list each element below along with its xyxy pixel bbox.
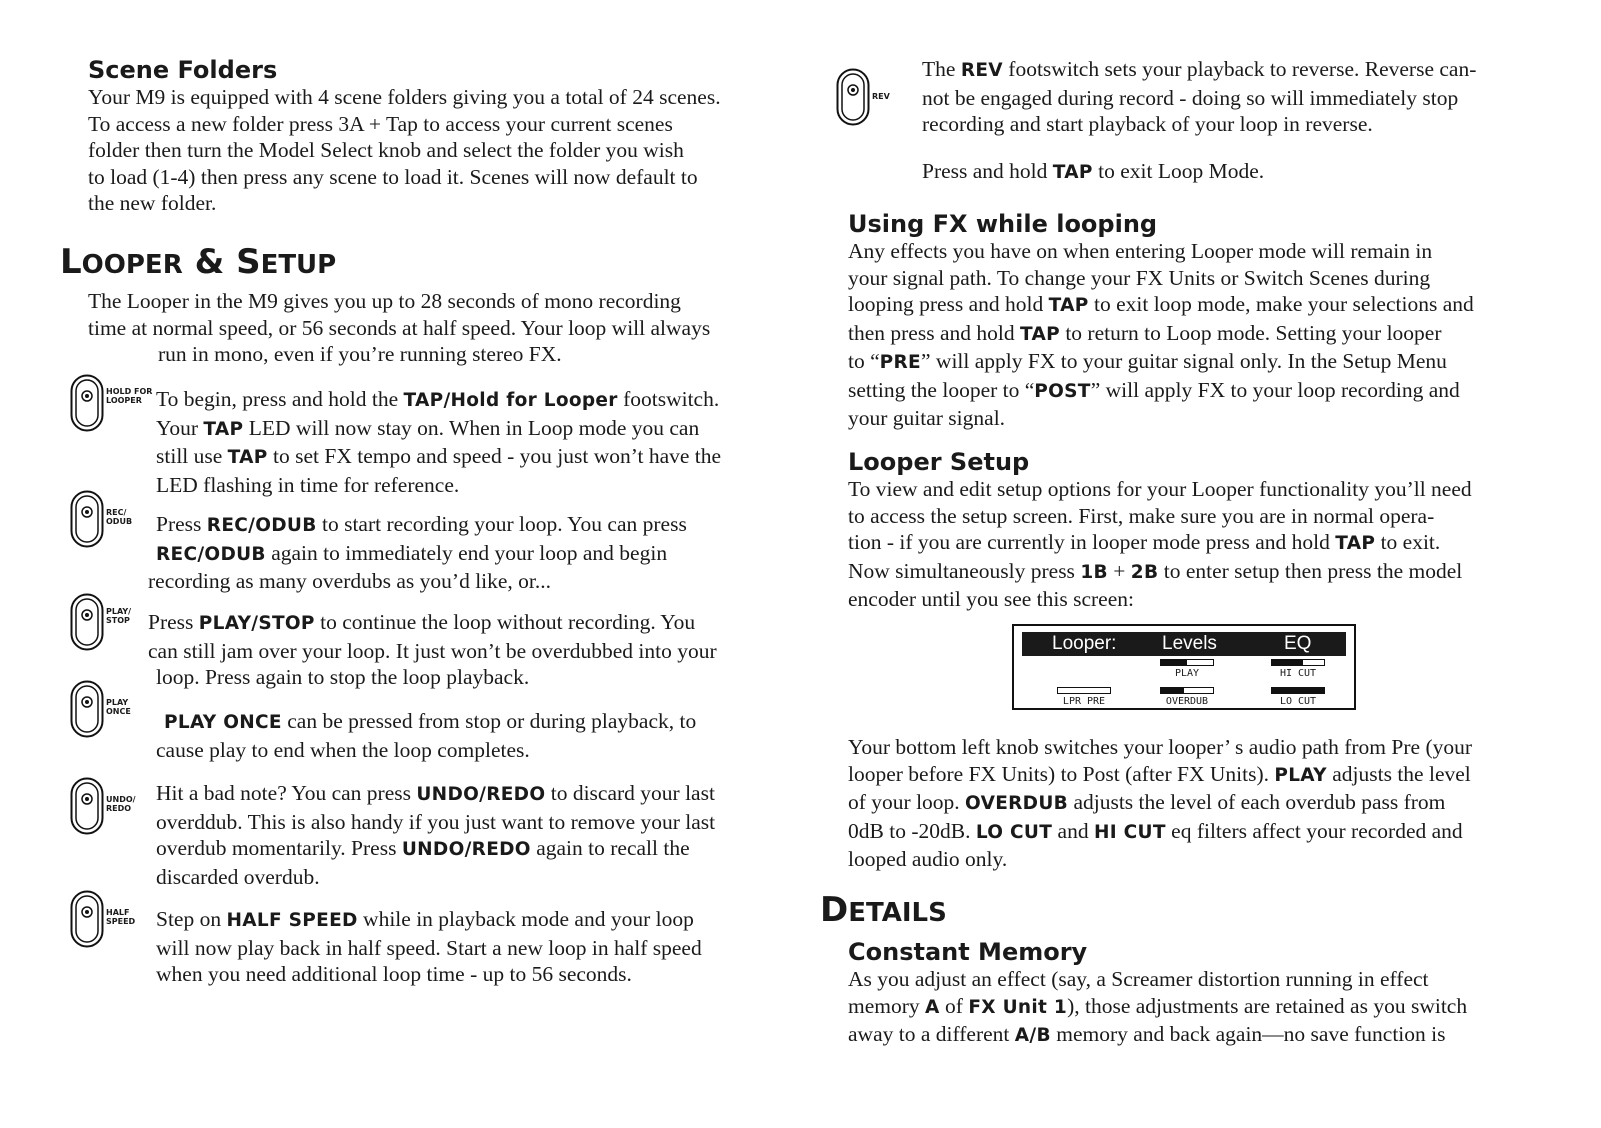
text: tion - if you are currently in looper mode press and hold bbox=[848, 530, 1336, 554]
fx-line-6 bbox=[848, 377, 1556, 406]
text: to discard your last bbox=[545, 781, 715, 805]
undo-redo-label: UNDO/ REDO bbox=[106, 795, 136, 813]
bold-term: 1B bbox=[1080, 561, 1108, 583]
text: footswitch sets your playback to reverse. Reverse can- bbox=[1002, 57, 1477, 81]
knob-line-3 bbox=[848, 789, 1556, 818]
text: setting the looper to “ bbox=[848, 377, 1035, 402]
heading-rest: ETUP bbox=[260, 250, 337, 280]
hold-line-3 bbox=[156, 443, 794, 472]
lprpre-label: LPR PRE bbox=[1062, 696, 1106, 707]
bold-term: 2B bbox=[1130, 561, 1159, 583]
text: to “ bbox=[848, 349, 880, 373]
once-line-2: cause play to end when the loop completes. bbox=[156, 737, 530, 762]
hold-line-2 bbox=[156, 415, 794, 444]
footswitch-icon bbox=[836, 68, 870, 126]
heading-amp: & bbox=[194, 242, 225, 282]
text: memory bbox=[848, 993, 926, 1018]
text: away to a different bbox=[848, 1022, 1015, 1046]
rec-section bbox=[148, 511, 794, 595]
text: to exit Loop Mode. bbox=[1092, 158, 1265, 183]
bold-term: REC/ODUB bbox=[156, 543, 266, 565]
bold-term: OVERDUB bbox=[965, 793, 1069, 814]
rev-section bbox=[922, 56, 1556, 186]
text: overdub momentarily. Press bbox=[156, 836, 402, 860]
setup-line-5: encoder until you see this screen: bbox=[848, 587, 1134, 611]
hold-line-4: LED flashing in time for reference. bbox=[156, 472, 460, 497]
bold-term: TAP bbox=[1052, 161, 1093, 183]
knob-line-4 bbox=[848, 818, 1556, 847]
undo-line-2: overddub. This is also handy if you just want to remove your last bbox=[156, 809, 716, 834]
rev-footswitch-icon bbox=[836, 68, 890, 126]
text: Step on bbox=[156, 907, 227, 931]
lcd-header bbox=[1022, 632, 1346, 656]
bar-fill bbox=[1272, 660, 1303, 665]
play-stop-footswitch-icon bbox=[70, 593, 131, 651]
lcd-title: Looper: bbox=[1052, 633, 1117, 654]
undo-redo-footswitch-icon bbox=[70, 777, 136, 835]
text: adjusts the level of each overdub pass from bbox=[1068, 790, 1446, 814]
undo-section bbox=[156, 780, 794, 890]
text: while in playback mode and your loop bbox=[357, 907, 694, 931]
looper-intro bbox=[88, 288, 794, 368]
half-speed-label: HALF SPEED bbox=[106, 908, 136, 926]
bold-term: TAP bbox=[1048, 295, 1089, 316]
play-section bbox=[148, 609, 794, 691]
rev-line-1 bbox=[922, 56, 1556, 85]
text: looper before FX Units) to Post (after FX Units). bbox=[848, 761, 1275, 786]
bold-term: REV bbox=[960, 60, 1003, 81]
rec-line-2 bbox=[148, 540, 794, 569]
text: to enter setup then press the model bbox=[1158, 558, 1463, 583]
overdub-label: OVERDUB bbox=[1165, 696, 1209, 707]
text: to set FX tempo and speed - you just won’t have the bbox=[267, 444, 722, 468]
text: to exit loop mode, make your selections and bbox=[1088, 292, 1474, 316]
text: memory and back again—no save function is bbox=[1050, 1022, 1446, 1046]
setup-line-3 bbox=[848, 529, 1556, 558]
text: looping press and hold bbox=[848, 292, 1049, 316]
intro-line-3: run in mono, even if you’re running stereo FX. bbox=[158, 342, 562, 366]
text: to exit. bbox=[1375, 530, 1441, 554]
text: and bbox=[1052, 818, 1094, 843]
text: The bbox=[922, 57, 961, 81]
text: to continue the loop without recording. You bbox=[314, 610, 696, 634]
hold-for-looper-label: HOLD FOR LOOPER bbox=[106, 387, 153, 405]
text: Hit a bad note? You can press bbox=[156, 781, 417, 805]
bold-term: PLAY/STOP bbox=[198, 613, 315, 634]
text: of bbox=[939, 993, 969, 1018]
lprpre-bar bbox=[1057, 687, 1111, 694]
text: ” will apply FX to your guitar signal only. In the Setup Menu bbox=[921, 349, 1447, 373]
hicut-label: HI CUT bbox=[1279, 668, 1317, 679]
fx-line-1: Any effects you have on when entering Looper mode will remain in bbox=[848, 239, 1433, 263]
text: can be pressed from stop or during playback, to bbox=[281, 709, 697, 733]
rev-line-3: recording and start playback of your loop in reverse. bbox=[922, 112, 1373, 136]
bold-term: REC/ODUB bbox=[206, 515, 317, 536]
setup-line-1: To view and edit setup options for your Looper functionality you’ll need bbox=[848, 477, 1472, 501]
text: adjusts the level bbox=[1326, 761, 1471, 786]
undo-line-1 bbox=[156, 780, 794, 809]
bold-term: PRE bbox=[879, 352, 921, 373]
constant-memory-section bbox=[848, 938, 1556, 1050]
looper-setup-subheading: Looper Setup bbox=[848, 448, 1030, 476]
scene-folders-line-5: the new folder. bbox=[88, 191, 217, 215]
bar-fill bbox=[1161, 660, 1187, 665]
fx-line-7: your guitar signal. bbox=[848, 406, 1006, 430]
intro-line-2: time at normal speed, or 56 seconds at half speed. Your loop will always bbox=[88, 315, 711, 340]
text: Press bbox=[156, 512, 207, 536]
half-speed-footswitch-icon bbox=[70, 890, 135, 948]
footswitch-icon bbox=[70, 680, 104, 738]
text: again to immediately end your loop and begin bbox=[265, 540, 668, 565]
text: Press and hold bbox=[922, 158, 1053, 183]
details-heading bbox=[820, 890, 947, 933]
rec-odub-footswitch-icon bbox=[70, 490, 132, 548]
scene-folders-section bbox=[88, 56, 794, 217]
text: + bbox=[1107, 558, 1131, 583]
half-line-3: when you need additional loop time - up to 56 seconds. bbox=[156, 962, 632, 986]
lcd-tab-levels: Levels bbox=[1162, 633, 1217, 654]
looper-setup-section bbox=[848, 448, 1556, 613]
looper-setup-heading bbox=[60, 242, 336, 285]
rev-exit-line bbox=[922, 158, 1556, 187]
knob-section bbox=[848, 734, 1556, 873]
bold-term: HALF SPEED bbox=[226, 910, 358, 931]
fx-line-2: your signal path. To change your FX Units or Switch Scenes during bbox=[848, 265, 1431, 290]
knob-line-2 bbox=[848, 761, 1556, 790]
bold-term: TAP bbox=[203, 418, 244, 440]
text: Your bbox=[156, 415, 204, 440]
half-line-1 bbox=[156, 906, 794, 935]
setup-line-2: to access the setup screen. First, make sure you are in normal opera- bbox=[848, 503, 1435, 528]
heading-rest: OOPER bbox=[81, 250, 183, 280]
hicut-level-bar bbox=[1271, 659, 1325, 666]
fx-heading: Using FX while looping bbox=[848, 210, 1158, 238]
text: ), those adjustments are retained as you switch bbox=[1067, 993, 1468, 1018]
play-stop-label: PLAY/ STOP bbox=[106, 607, 132, 625]
heading-cap: L bbox=[60, 242, 82, 282]
constant-memory-heading: Constant Memory bbox=[848, 938, 1088, 966]
bold-term: PLAY ONCE bbox=[164, 712, 282, 733]
knob-line-1: Your bottom left knob switches your looper’ s audio path from Pre (your bbox=[848, 735, 1473, 759]
lcd-tab-eq: EQ bbox=[1284, 633, 1312, 654]
intro-line-1: The Looper in the M9 gives you up to 28 seconds of mono recording bbox=[88, 289, 681, 313]
bold-term: UNDO/REDO bbox=[416, 784, 546, 805]
undo-line-4: discarded overdub. bbox=[156, 864, 320, 889]
heading-cap: D bbox=[820, 890, 849, 930]
once-section bbox=[156, 708, 794, 763]
bold-term: A/B bbox=[1014, 1025, 1051, 1046]
scene-folders-heading: Scene Folders bbox=[88, 56, 278, 84]
fx-section bbox=[848, 210, 1556, 432]
bold-term: POST bbox=[1034, 380, 1091, 402]
memory-line-2 bbox=[848, 993, 1556, 1022]
overdub-level-bar bbox=[1160, 687, 1214, 694]
text: to start recording your loop. You can press bbox=[316, 512, 687, 536]
fx-line-5 bbox=[848, 348, 1556, 377]
bold-term: TAP/Hold for Looper bbox=[403, 390, 618, 411]
bar-fill bbox=[1161, 688, 1184, 693]
text: of your loop. bbox=[848, 790, 966, 814]
bold-term: UNDO/REDO bbox=[401, 839, 531, 860]
text: footswitch. bbox=[617, 387, 720, 411]
text: eq filters affect your recorded and bbox=[1165, 818, 1463, 843]
scene-folders-line-4: to load (1-4) then press any scene to load it. Scenes will now default to bbox=[88, 164, 698, 189]
memory-line-3 bbox=[848, 1021, 1556, 1050]
rev-line-2: not be engaged during record - doing so will immediately stop bbox=[922, 85, 1459, 110]
footswitch-icon bbox=[70, 593, 104, 651]
text: LED will now stay on. When in Loop mode you can bbox=[243, 415, 700, 440]
play-line-1 bbox=[148, 609, 794, 638]
rec-line-1 bbox=[148, 511, 794, 540]
text: still use bbox=[156, 444, 228, 468]
play-level-bar bbox=[1160, 659, 1214, 666]
text: ” will apply FX to your loop recording and bbox=[1090, 377, 1460, 402]
text: Now simultaneously press bbox=[848, 558, 1081, 583]
fx-line-3 bbox=[848, 291, 1556, 320]
rec-odub-label: REC/ ODUB bbox=[106, 508, 133, 526]
footswitch-icon bbox=[70, 490, 104, 548]
locut-level-bar bbox=[1271, 687, 1325, 694]
text: then press and hold bbox=[848, 320, 1020, 345]
text: again to recall the bbox=[530, 836, 690, 860]
once-line-1 bbox=[156, 708, 794, 737]
bold-term: HI CUT bbox=[1093, 821, 1166, 843]
rev-label: REV bbox=[872, 92, 890, 101]
fx-line-4 bbox=[848, 320, 1556, 349]
rec-line-3: recording as many overdubs as you’d like, or... bbox=[148, 569, 552, 593]
text: 0dB to -20dB. bbox=[848, 818, 976, 843]
footswitch-icon bbox=[70, 777, 104, 835]
text: to return to Loop mode. Setting your looper bbox=[1059, 320, 1442, 345]
play-line-3: loop. Press again to stop the loop playback. bbox=[156, 665, 530, 689]
bold-term: A bbox=[925, 996, 940, 1018]
undo-line-3 bbox=[156, 835, 794, 864]
bold-term: PLAY bbox=[1274, 764, 1327, 786]
play-level-label: PLAY bbox=[1174, 668, 1200, 679]
heading-cap: S bbox=[236, 242, 261, 282]
looper-setup-screen bbox=[1012, 624, 1356, 710]
heading-rest: ETAILS bbox=[848, 898, 947, 928]
half-section bbox=[156, 906, 794, 988]
scene-folders-line-3: folder then turn the Model Select knob and select the folder you wish bbox=[88, 138, 684, 162]
setup-line-4 bbox=[848, 558, 1556, 587]
locut-label: LO CUT bbox=[1279, 696, 1317, 707]
text: Press bbox=[148, 610, 199, 634]
footswitch-icon bbox=[70, 374, 104, 432]
play-line-2: can still jam over your loop. It just won’t be overdubbed into your bbox=[148, 638, 717, 663]
bold-term: TAP bbox=[1019, 323, 1060, 345]
bar-fill bbox=[1272, 688, 1324, 693]
bold-term: TAP bbox=[227, 447, 268, 468]
text: To begin, press and hold the bbox=[156, 387, 404, 411]
footswitch-icon bbox=[70, 890, 104, 948]
hold-section bbox=[156, 386, 794, 498]
hold-for-looper-footswitch-icon bbox=[70, 374, 152, 432]
hold-line-1 bbox=[156, 386, 794, 415]
scene-folders-line-2: To access a new folder press 3A + Tap to access your current scenes bbox=[88, 111, 673, 136]
knob-line-5: looped audio only. bbox=[848, 847, 1008, 871]
play-once-footswitch-icon bbox=[70, 680, 131, 738]
scene-folders-line-1: Your M9 is equipped with 4 scene folders giving you a total of 24 scenes. bbox=[88, 85, 721, 109]
play-once-label: PLAY ONCE bbox=[106, 698, 131, 716]
bold-term: TAP bbox=[1335, 533, 1376, 554]
bold-term: FX Unit 1 bbox=[968, 996, 1068, 1018]
half-line-2: will now play back in half speed. Start a new loop in half speed bbox=[156, 935, 702, 960]
memory-line-1: As you adjust an effect (say, a Screamer distortion running in effect bbox=[848, 967, 1429, 991]
bold-term: LO CUT bbox=[975, 821, 1053, 843]
